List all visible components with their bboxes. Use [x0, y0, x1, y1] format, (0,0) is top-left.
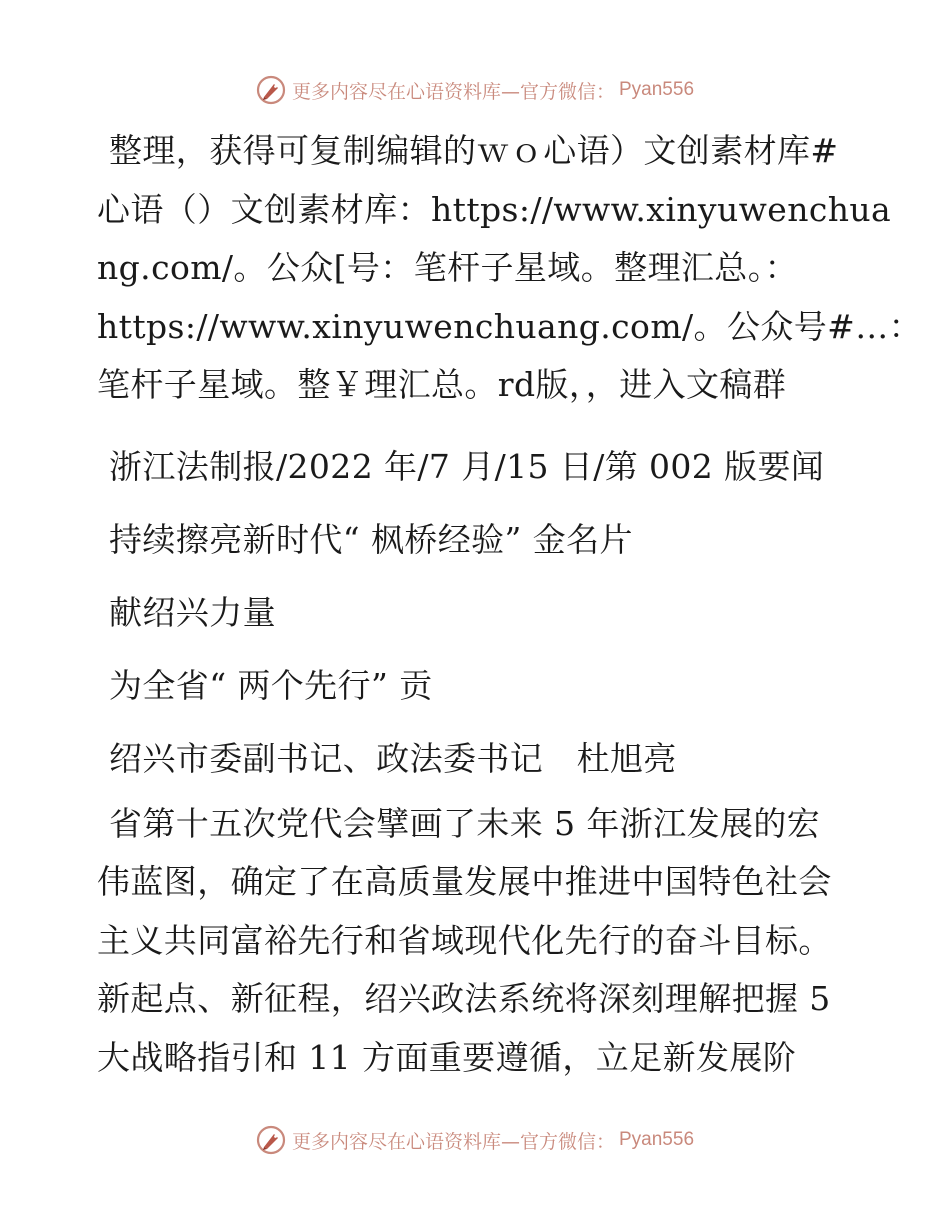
wechat-id: Pyan556 [619, 1129, 695, 1150]
document-body [97, 122, 922, 1087]
body-line: 主义共同富裕先行和省域现代化先行的奋斗目标。 [97, 920, 832, 960]
intro-line: https://www.xinyuwenchuang.com/。公众号#…： [97, 306, 922, 346]
body-line: 伟蓝图，确定了在高质量发展中推进中国特色社会 [97, 862, 832, 901]
intro-line: 笔杆子星域。整￥理汇总。rd版，，进入文稿群 [97, 365, 787, 404]
intro-line: 整理，获得可复制编辑的ｗｏ心语）文创素材库# [109, 131, 839, 170]
wechat-id: Pyan556 [619, 79, 695, 100]
article-author: 绍兴市委副书记、政法委书记 杜旭亮 [109, 738, 677, 778]
pen-nib-logo-icon [256, 1125, 286, 1155]
pen-nib-logo-icon [256, 75, 286, 105]
body-line: 新起点、新征程，绍兴政法系统将深刻理解把握 5 [97, 979, 831, 1018]
footer-watermark [0, 1120, 950, 1160]
watermark-text: 更多内容尽在心语资料库—官方微信： [291, 1130, 615, 1153]
article-title-line-1: 持续擦亮新时代“ 枫桥经验” 金名片 [109, 519, 633, 559]
article-title-line-3: 为全省“ 两个先行” 贡 [109, 665, 433, 705]
header-watermark [0, 70, 950, 110]
watermark-text: 更多内容尽在心语资料库—官方微信： [291, 80, 615, 103]
intro-line: ng.com/。公众[号：笔杆子星域。整理汇总。： [97, 248, 799, 287]
article-title-line-2: 献绍兴力量 [109, 592, 276, 632]
body-line: 省第十五次党代会擘画了未来 5 年浙江发展的宏 [109, 803, 821, 843]
body-line: 大战略指引和 11 方面重要遵循，立足新发展阶 [97, 1037, 797, 1077]
intro-line: 心语（）文创素材库：https://www.xinyuwenchua [97, 189, 892, 229]
article-source: 浙江法制报/2022 年/7 月/15 日/第 002 版要闻 [109, 446, 825, 486]
